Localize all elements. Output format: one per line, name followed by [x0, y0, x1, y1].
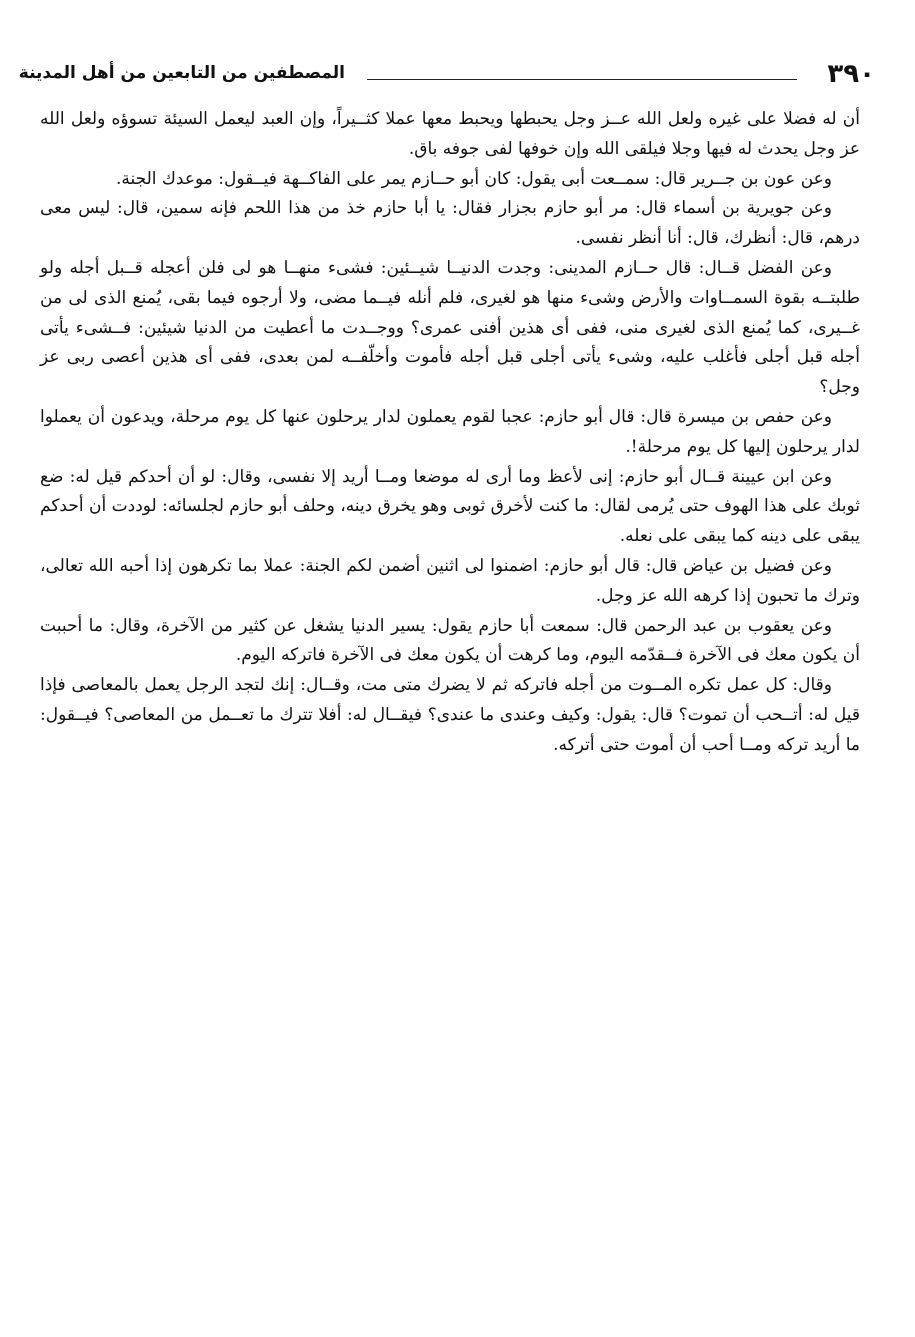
paragraph: وعن عون بن جــرير قال: سمــعت أبى يقول: كان أبو حــازم يمر على الفاكــهة فيــقول: موعدك الجنة.	[115, 168, 832, 189]
paragraph: وعن يعقوب بن عبد الرحمن قال: سمعت أبا حازم يقول: يسير الدنيا يشغل عن كثير من الآخرة، وقال: ما أحببت أن يكون معك فى الآخرة فــقدّمه اليوم، وما كرهت أن يكون معك فى الآخرة فاتركه اليوم.	[40, 615, 860, 666]
running-title: المصطفين من التابعين من أهل المدينة	[18, 63, 345, 83]
paragraph: وعن ابن عيينة قــال أبو حازم: إنى لأعظ وما أرى له موضعا ومــا أريد إلا نفسى، وقال: لو أن أحدكم قيل له: ضع ثوبك على هذا الهوف حتى يُرمى لقال: ما كنت لأخرق ثوبى وهو يخرق دينه، وحلف أبو حازم لجلسائه: لوددت أن أحدكم يبقى على دينه كما يبقى على نعله.	[40, 466, 860, 547]
paragraph: وعن حفص بن ميسرة قال: قال أبو حازم: عجبا لقوم يعملون لدار يرحلون عنها كل يوم مرحلة، ويدعون أن يعملوا لدار يرحلون إليها كل يوم مرحلة!.	[40, 406, 860, 457]
paragraph: وعن فضيل بن عياض قال: قال أبو حازم: اضمنوا لى اثنين أضمن لكم الجنة: عملا بما تكرهون إذا أحبه الله تعالى، وترك ما تحبون إذا كرهه الله عز وجل.	[40, 555, 860, 606]
paragraph: أن له فضلا على غيره ولعل الله عــز وجل يحبطها ويحبط معها عملا كثــيراً، وإن العبد ليعمل السيئة تسوؤه ولعل الله عز وجل يحدث له فيها وجلا فيلقى الله وإن خوفها لفى جوفه باق.	[40, 109, 860, 159]
paragraph: وعن جويرية بن أسماء قال: مر أبو حازم بجزار فقال: يا أبا حازم خذ من هذا اللحم فإنه سمين، قال: ليس معى درهم، قال: أنظرك، قال: أنا أنظر نفسى.	[40, 198, 860, 249]
body-text	[40, 105, 860, 761]
paragraph: وقال: كل عمل تكره المــوت من أجله فاتركه ثم لا يضرك متى مت، وقــال: إنك لتجد الرجل يعمل بالمعاصى فإذا قيل له: أتــحب أن تموت؟ قال: يقول: وكيف وعندى ما عندى؟ فيقــال له: أفلا تترك ما تعــمل من المعاصى؟ فيــقول: ما أريد تركه ومــا أحب أن أموت حتى أتركه.	[40, 675, 860, 755]
paragraph: وعن الفضل قــال: قال حــازم المدينى: وجدت الدنيــا شيــئين: فشىء منهــا هو لى فلن أعجله قــبل أجله ولو طلبتــه بقوة السمــاوات والأرض وشىء منها هو لغيرى، فلم أنله فيــما مضى، ولا أرجوه فيما بقى، يُمنع الذى لى من غــيرى، كما يُمنع الذى لغيرى منى، ففى أى هذين أفنى عمرى؟ ووجــدت ما أعطيت من الدنيا شيئين: فــشىء يأتى أجله قبل أجلى فأغلب عليه، وشىء يأتى أجلى قبل أجله فأموت وأخلّفــه لمن بعدى، ففى أى هذين أعصى ربى عز وجل؟	[40, 257, 860, 398]
page-number: ٣٩٠	[827, 59, 875, 89]
header-rule	[367, 79, 797, 80]
page-header	[18, 55, 875, 89]
